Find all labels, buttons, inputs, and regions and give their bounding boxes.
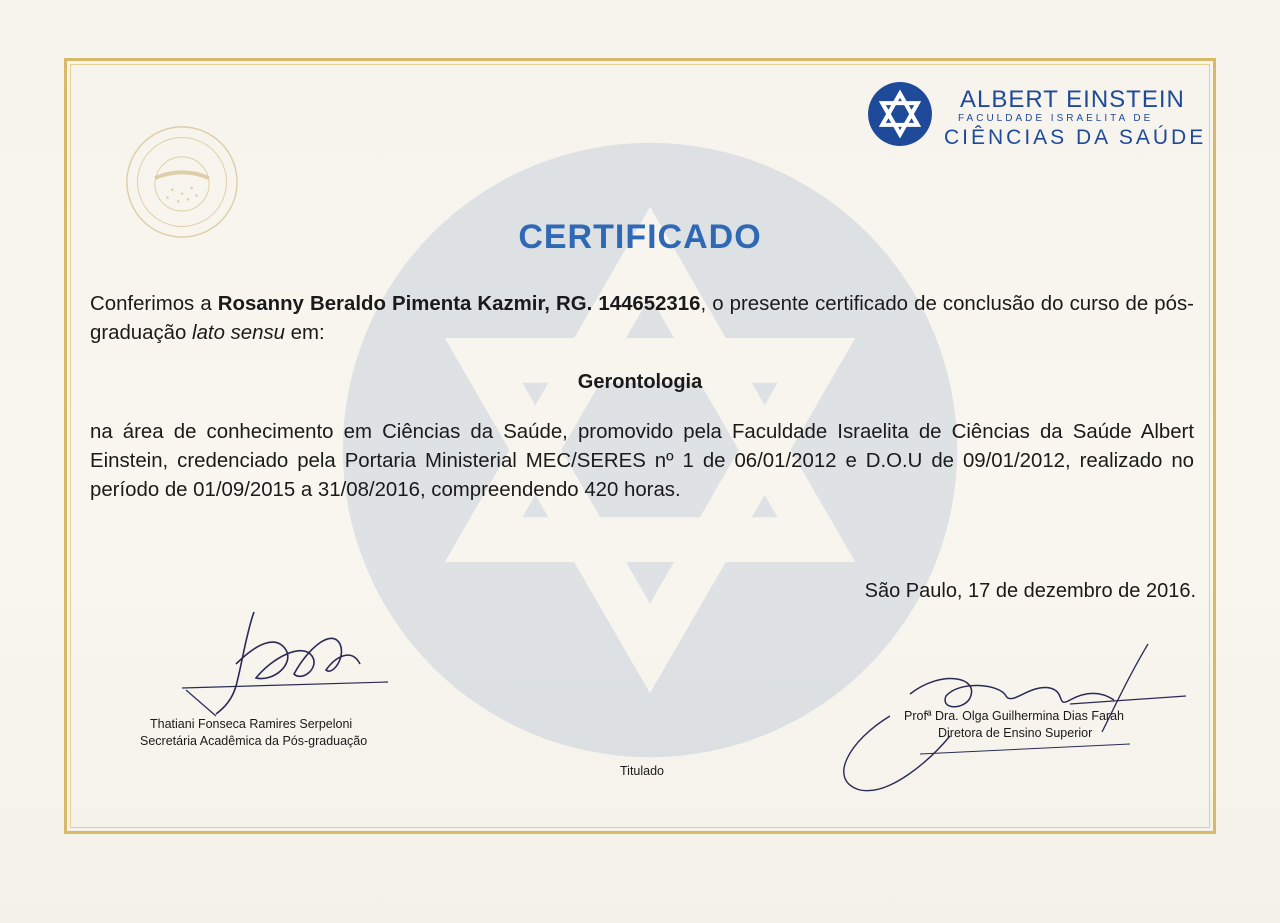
place-and-date: São Paulo, 17 de dezembro de 2016. [864, 580, 1196, 602]
left-signature-icon [176, 604, 396, 722]
course-name: Gerontologia [577, 371, 703, 393]
statement-prefix: Conferimos a [90, 293, 218, 315]
course-details: na área de conhecimento em Ciências da Saúde, promovido pela Faculdade Israelita de Ciências da Saúde Albert Einstein, credenciado pela Portaria Ministerial MEC/SERES nº 1 de 06/01/2012 e D.O.U de 09/01/2012, realizado no período de 01/09/2015 a 31/08/2016, compreendendo 420 horas. [90, 421, 1194, 501]
right-signatory-name: Profª Dra. Olga Guilhermina Dias Farah [904, 709, 1124, 723]
statement-middle: , o presente certificado de conclusão do curso de pós-graduação [90, 293, 1194, 344]
holder-name-and-id: Rosanny Beraldo Pimenta Kazmir, RG. 144652316 [217, 293, 701, 315]
left-signatory-role: Secretária Acadêmica da Pós-graduação [140, 734, 368, 748]
left-signatory-name: Thatiani Fonseca Ramires Serpeloni [150, 717, 353, 731]
statement-italic: lato sensu [192, 322, 285, 344]
certificate-title: CERTIFICADO [518, 218, 762, 256]
star-of-david-emblem-icon [866, 80, 934, 148]
right-signatory-role: Diretora de Ensino Superior [938, 726, 1093, 740]
albert-einstein-logo [866, 80, 1207, 152]
certificate-statement [90, 290, 1194, 348]
logo-subtitle-line1: FACULDADE ISRAELITA DE [958, 113, 1154, 124]
titulado-label: Titulado [620, 764, 665, 778]
logo-name: ALBERT EINSTEIN [960, 86, 1185, 113]
logo-subtitle-line2: CIÊNCIAS DA SAÚDE [944, 126, 1207, 149]
statement-suffix: em: [285, 322, 325, 344]
